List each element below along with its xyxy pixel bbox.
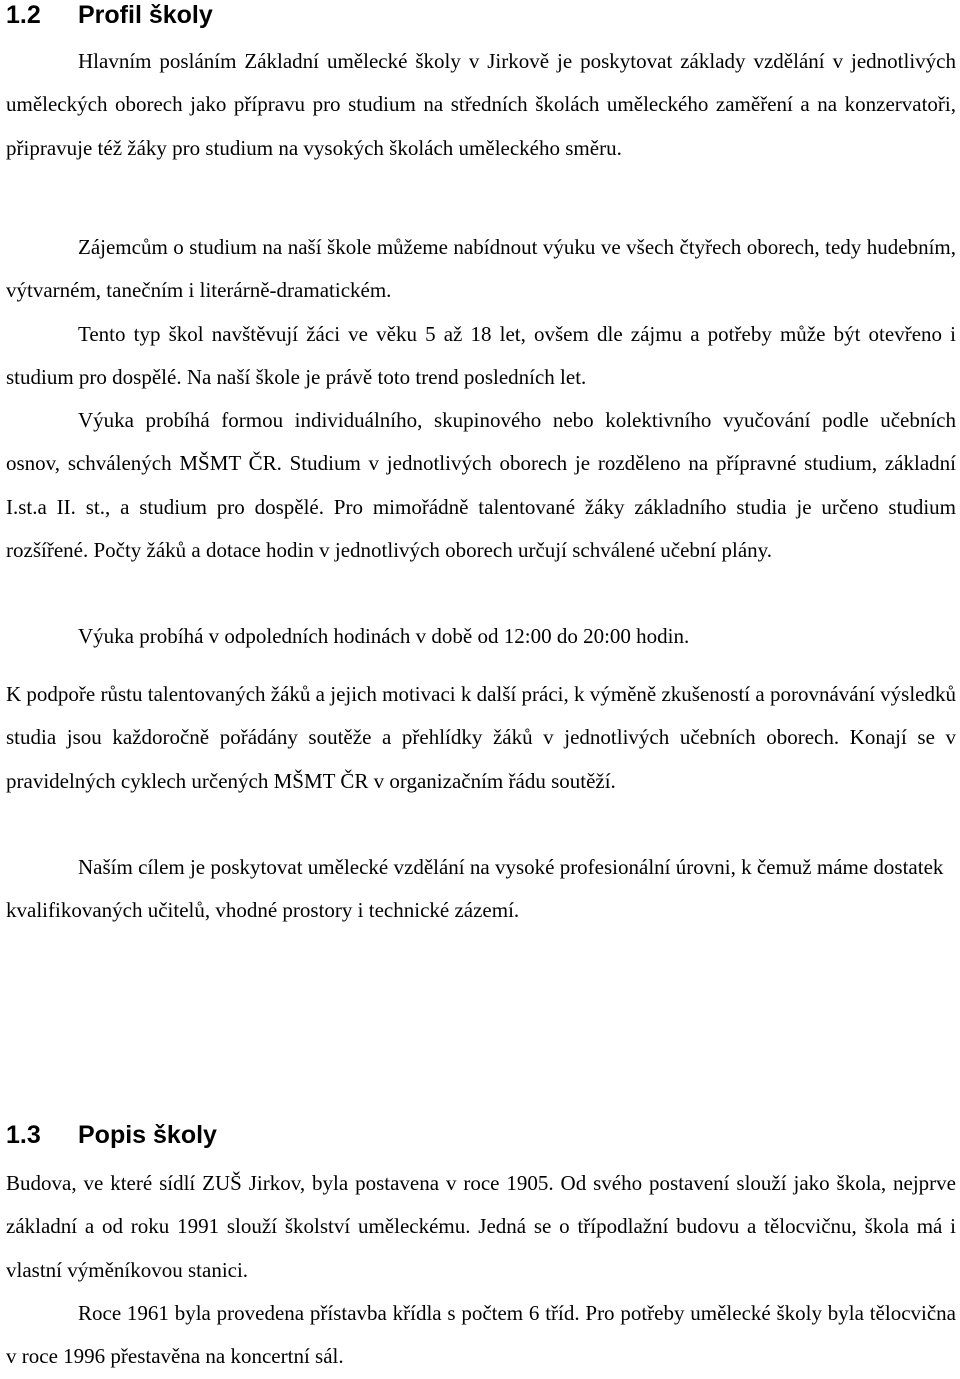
paragraph-extension: Roce 1961 byla provedena přístavba křídla s počtem 6 tříd. Pro potřeby umělecké školy byla tělocvična v roce 1996 přestavěna na koncertní sál. (6, 1301, 956, 1369)
section-heading-popis (6, 1120, 217, 1150)
paragraph-teaching-form: Výuka probíhá formou individuálního, skupinového nebo kolektivního vyučování podle učebních osnov, schválených MŠMT ČR. Studium v jednotlivých oborech je rozděleno na přípravné studium, základní I.st.a II. st., a studium pro dospělé. Pro mimořádně talentované žáky základního studia je určeno studium rozšířené. Počty žáků a dotace hodin v jednotlivých oborech určují schválené učební plány. (6, 408, 956, 562)
section-title: Profil školy (78, 1, 213, 29)
section-number: 1.3 (6, 1121, 41, 1149)
paragraph-competitions: K podpoře růstu talentovaných žáků a jejich motivaci k další práci, k výměně zkušeností a porovnávání výsledků studia jsou každoročně pořádány soutěže a přehlídky žáků v jednotlivých učebních oborech. Konají se v pravidelných cyklech určených MŠMT ČR v organizačním řádu soutěží. (6, 682, 956, 793)
paragraph-building: Budova, ve které sídlí ZUŠ Jirkov, byla postavena v roce 1905. Od svého postavení slouží jako škola, nejprve základní a od roku 1991 slouží školství uměleckému. Jedná se o třípodlažní budovu a tělocvičnu, škola má i vlastní výměníkovou stanici. (6, 1171, 956, 1282)
paragraph-mission: Hlavním posláním Základní umělecké školy v Jirkově je poskytovat základy vzdělání v jednotlivých uměleckých oborech jako přípravu pro studium na středních školách uměleckého zaměření a na konzervatoři, připravuje též žáky pro studium na vysokých školách uměleckého směru. (6, 49, 956, 160)
paragraph-goal: Naším cílem je poskytovat umělecké vzdělání na vysoké profesionální úrovni, k čemuž máme dostatek kvalifikovaných učitelů, vhodné prostory i technické zázemí. (6, 855, 944, 923)
paragraph-age-range: Tento typ škol navštěvují žáci ve věku 5 až 18 let, ovšem dle zájmu a potřeby může být otevřeno i studium pro dospělé. Na naší škole je právě toto trend posledních let. (6, 322, 956, 390)
section-number: 1.2 (6, 1, 41, 29)
paragraph-fields: Zájemcům o studium na naší škole můžeme nabídnout výuku ve všech čtyřech oborech, tedy hudebním, výtvarném, tanečním i literárně-dramatickém. (6, 235, 956, 303)
section-heading-profil (6, 0, 213, 30)
paragraph-teaching-hours: Výuka probíhá v odpoledních hodinách v době od 12:00 do 20:00 hodin. (78, 624, 690, 648)
section-title: Popis školy (78, 1121, 217, 1149)
